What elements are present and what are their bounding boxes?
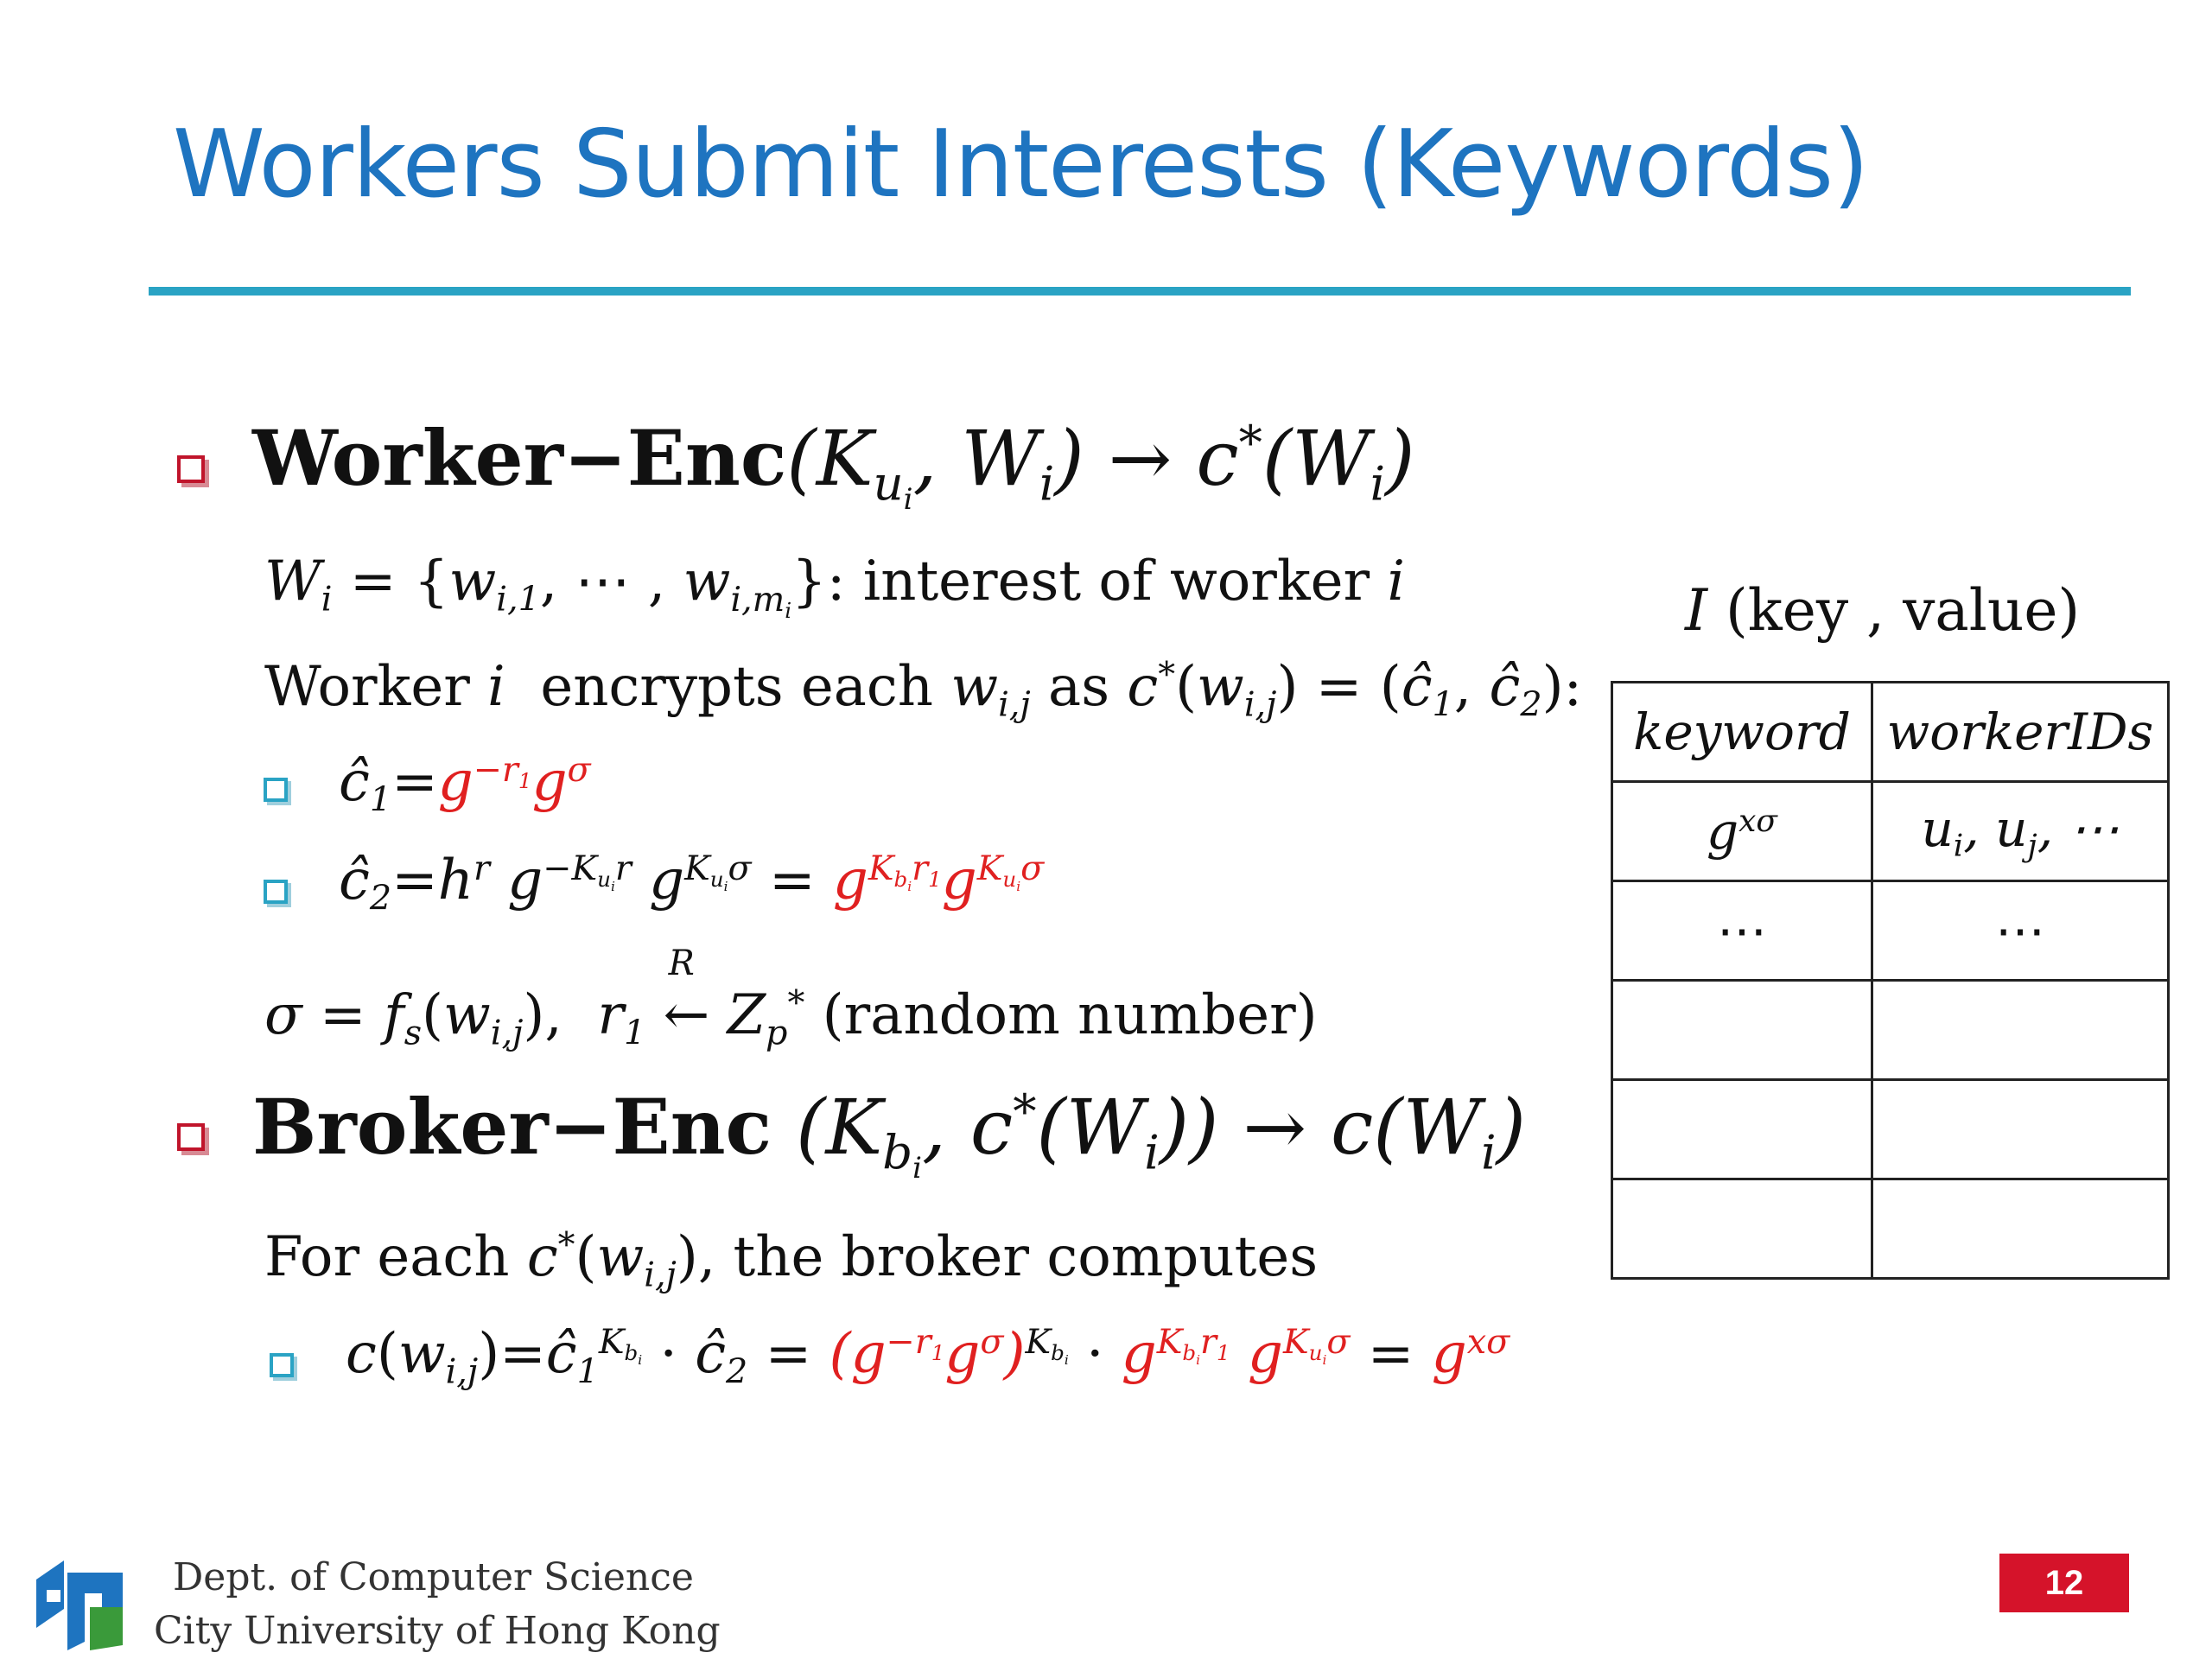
c2-formula: $ĉ_2=h^r$ $g^{-K_{u_i}r}$ $g^{K_{u_i}\sigma} = g^{K_{b_i}r_1}g^{K_{u_i}\sigma}$ bbox=[339, 849, 1045, 918]
page-number-badge: 12 bbox=[1999, 1554, 2129, 1612]
table-header-workerids: workerIDs bbox=[1872, 683, 2169, 782]
broker-intro: For each $c^*(w_{i,j})$, the broker computes bbox=[264, 1225, 1319, 1295]
bullet-square-icon bbox=[264, 880, 288, 904]
bullet-square-icon bbox=[177, 1123, 205, 1151]
bullet-square-icon bbox=[264, 778, 288, 802]
broker-enc-heading bbox=[252, 1082, 1526, 1185]
broker-formula: $c(w_{i,j})=ĉ_1^{K_{b_i}}$ · $ĉ_2 = (g^{-r_1}g^\sigma)^{K_{b_i}} \cdot g^{K_{b_i}r_1}$ $g^{K_{u_i}\sigma} = g^{x\sigma}$ bbox=[346, 1322, 1510, 1392]
worker-enc-signature: ($K_{u_i}$, $W_i) \to c^*(W_i)$ bbox=[786, 414, 1415, 517]
title-divider bbox=[149, 287, 2131, 296]
table-cell bbox=[1612, 1179, 1872, 1279]
bullet-square-icon bbox=[270, 1353, 294, 1377]
slide-title: Workers Submit Interests (Keywords) bbox=[173, 111, 1869, 219]
interest-definition: $W_i = \{w_{i,1}$, ⋯ , $w_{i,m_i}$}: interest of worker i bbox=[264, 550, 1405, 623]
table-cell bbox=[1872, 1080, 2169, 1179]
c1-formula: $ĉ_1=g^{-r_1}g^\sigma$ bbox=[339, 750, 591, 820]
table-cell bbox=[1872, 1179, 2169, 1279]
table-cell: $u_i$, $u_j$, ⋯ bbox=[1872, 782, 2169, 881]
table-cell: ⋯ bbox=[1872, 881, 2169, 981]
footer-dept: Dept. of Computer Science bbox=[173, 1555, 694, 1599]
worker-enc-heading bbox=[252, 413, 1414, 516]
bullet-square-icon bbox=[177, 455, 205, 483]
broker-enc-signature: ($K_{b_i}$, $c^*(W_i)) \to c(W_i)$ bbox=[796, 1083, 1526, 1185]
footer-university: City University of Hong Kong bbox=[154, 1609, 721, 1653]
table-row bbox=[1612, 981, 2169, 1080]
sigma-definition: $\sigma = f_s(w_{i,j})$, $r_1$ R ← $Z_p^*$ (random number) bbox=[264, 944, 1318, 1053]
index-table-title: I (key , value) bbox=[1685, 577, 2081, 644]
index-table bbox=[1611, 681, 2170, 1280]
table-header-row bbox=[1612, 683, 2169, 782]
worker-enc-name: Worker−Enc bbox=[252, 413, 787, 503]
table-row bbox=[1612, 782, 2169, 881]
encrypt-description: Worker i encrypts each $w_{i,j}$ as $c^*(w_{i,j})$ = ($ĉ_1$, $ĉ_2$): bbox=[264, 655, 1583, 725]
table-row bbox=[1612, 1080, 2169, 1179]
table-cell bbox=[1612, 981, 1872, 1080]
broker-enc-name: Broker−Enc bbox=[252, 1082, 772, 1172]
table-cell bbox=[1612, 1080, 1872, 1179]
table-cell: ⋯ bbox=[1612, 881, 1872, 981]
table-row bbox=[1612, 1179, 2169, 1279]
table-cell bbox=[1872, 981, 2169, 1080]
table-row bbox=[1612, 881, 2169, 981]
cityu-logo-icon bbox=[29, 1555, 130, 1656]
table-cell: $g^{x\sigma}$ bbox=[1612, 782, 1872, 881]
table-header-keyword: keyword bbox=[1612, 683, 1872, 782]
